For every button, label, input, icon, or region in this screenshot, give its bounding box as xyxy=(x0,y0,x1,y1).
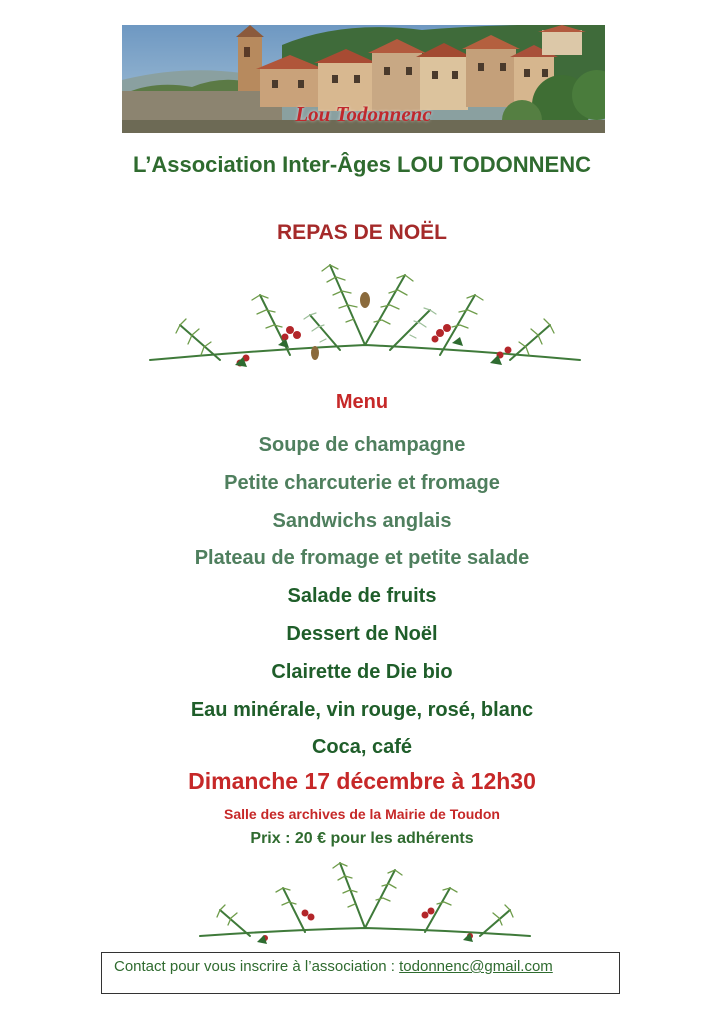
menu-item: Sandwichs anglais xyxy=(272,509,452,532)
contact-label: Contact pour vous inscrire à l’association : xyxy=(114,958,400,975)
menu-item: Coca, café xyxy=(311,736,413,759)
menu-item: Eau minérale, vin rouge, rosé, blanc xyxy=(190,698,534,721)
contact-email-link[interactable]: todonnenc@gmail.com xyxy=(399,958,553,975)
menu-item: Dessert de Noël xyxy=(286,622,438,645)
menu-item: Soupe de champagne xyxy=(258,434,466,456)
pine-garland-bottom xyxy=(195,858,535,948)
event-date: Dimanche 17 décembre à 12h30 xyxy=(188,768,536,794)
banner-title: Lou Todonnenc xyxy=(295,102,432,126)
menu-item: Petite charcuterie et fromage xyxy=(224,471,500,494)
menu-heading: Menu xyxy=(335,391,389,413)
event-title: REPAS DE NOËL xyxy=(277,221,447,244)
village-banner-photo xyxy=(122,25,605,133)
event-venue: Salle des archives de la Mairie de Toudon xyxy=(224,806,500,822)
menu-item: Plateau de fromage et petite salade xyxy=(194,547,530,570)
menu-list xyxy=(0,429,724,769)
menu-item: Salade de fruits xyxy=(287,585,437,608)
menu-item: Clairette de Die bio xyxy=(271,660,453,683)
event-price: Prix : 20 € pour les adhérents xyxy=(250,830,474,847)
association-title: L’Association Inter-Âges LOU TODONNENC xyxy=(133,152,591,177)
pine-garland-top xyxy=(140,255,590,380)
contact-box xyxy=(101,952,620,994)
